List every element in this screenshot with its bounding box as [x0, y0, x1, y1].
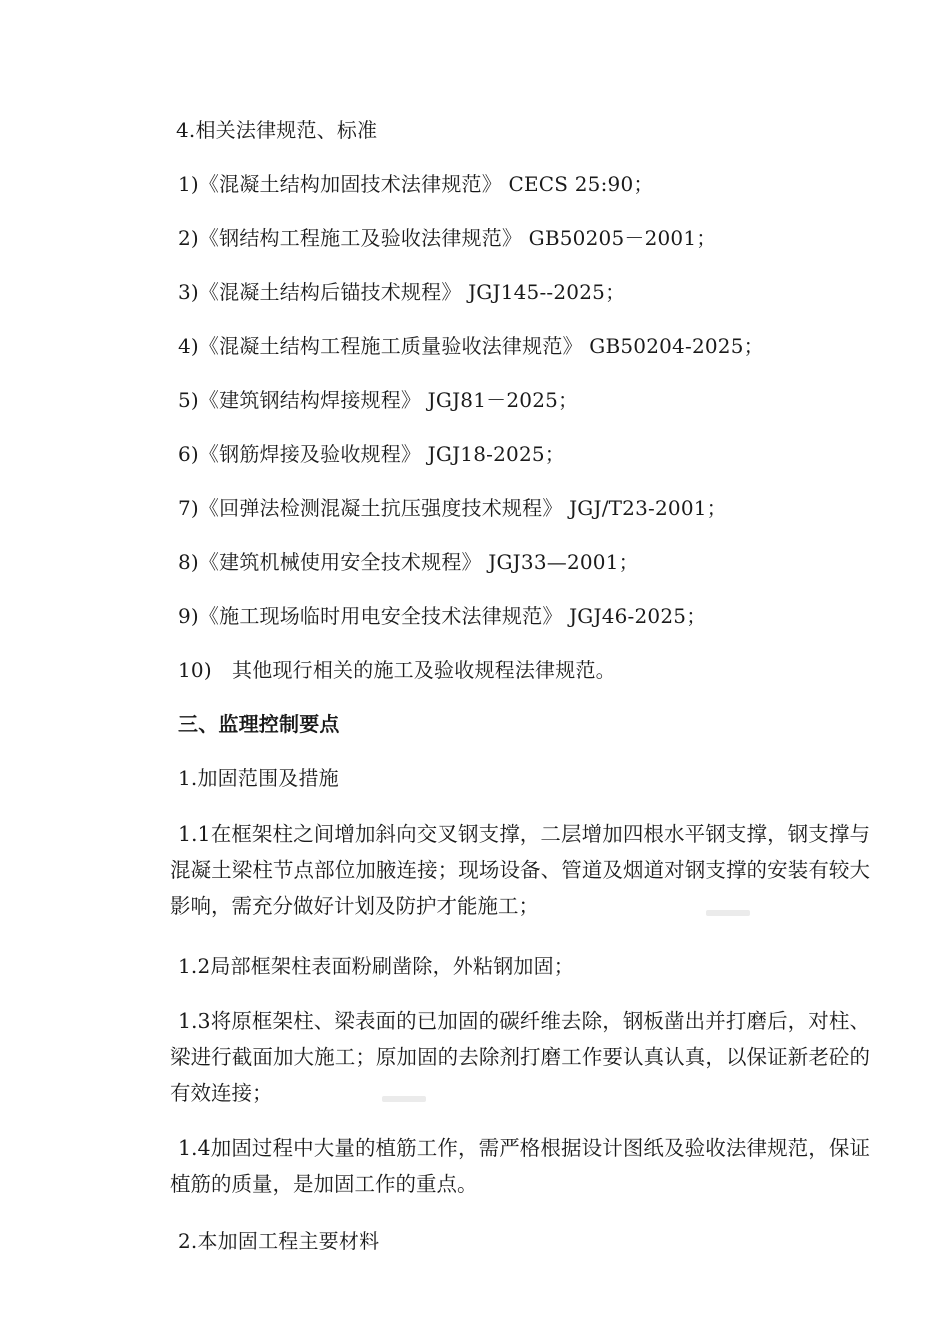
- standard-item-4: 4)《混凝土结构工程施工质量验收法律规范》 GB50204-2025；: [178, 334, 764, 358]
- standard-item-7: 7)《回弹法检测混凝土抗压强度技术规程》 JGJ/T23-2001；: [178, 496, 727, 520]
- standard-item-6: 6)《钢筋焊接及验收规程》 JGJ18-2025；: [178, 442, 566, 466]
- subsection-2-title: 2.本加固工程主要材料: [178, 1229, 380, 1253]
- paragraph-1-3-text: 1.3将原框架柱、梁表面的已加固的碳纤维去除，钢板凿出并打磨后，对柱、梁进行截面加大施工；原加固的去除剂打磨工作要认真认真，以保证新老砼的有效连接；: [170, 1009, 870, 1105]
- paragraph-1-1: [170, 816, 870, 924]
- standard-item-3: 3)《混凝土结构后锚技术规程》 JGJ145--2025；: [178, 280, 626, 304]
- standard-item-8: 8)《建筑机械使用安全技术规程》 JGJ33—2001；: [178, 550, 639, 574]
- paragraph-1-4: [170, 1130, 870, 1202]
- subsection-1-title: 1.加固范围及措施: [178, 766, 339, 790]
- standard-item-10: 10) 其他现行相关的施工及验收规程法律规范。: [178, 658, 616, 682]
- section-3-heading: 三、监理控制要点: [178, 712, 340, 736]
- standard-item-9: 9)《施工现场临时用电安全技术法律规范》 JGJ46-2025；: [178, 604, 707, 628]
- section-4-title: 4.相关法律规范、标准: [176, 118, 378, 142]
- standard-item-2: 2)《钢结构工程施工及验收法律规范》 GB50205－2001；: [178, 226, 717, 250]
- standard-item-5: 5)《建筑钢结构焊接规程》 JGJ81－2025；: [178, 388, 579, 412]
- standard-item-1: 1)《混凝土结构加固技术法律规范》 CECS 25:90；: [178, 172, 654, 196]
- paragraph-1-3: [170, 1003, 870, 1111]
- paragraph-1-1-text: 1.1在框架柱之间增加斜向交叉钢支撑，二层增加四根水平钢支撑，钢支撑与混凝土梁柱节点部位加腋连接；现场设备、管道及烟道对钢支撑的安装有较大影响，需充分做好计划及防护才能施工；: [170, 822, 870, 918]
- faint-mark: [382, 1096, 426, 1102]
- paragraph-1-4-text: 1.4加固过程中大量的植筋工作，需严格根据设计图纸及验收法律规范，保证植筋的质量，是加固工作的重点。: [170, 1136, 870, 1196]
- paragraph-1-2: 1.2局部框架柱表面粉刷凿除，外粘钢加固；: [178, 954, 575, 978]
- faint-mark: [706, 910, 750, 916]
